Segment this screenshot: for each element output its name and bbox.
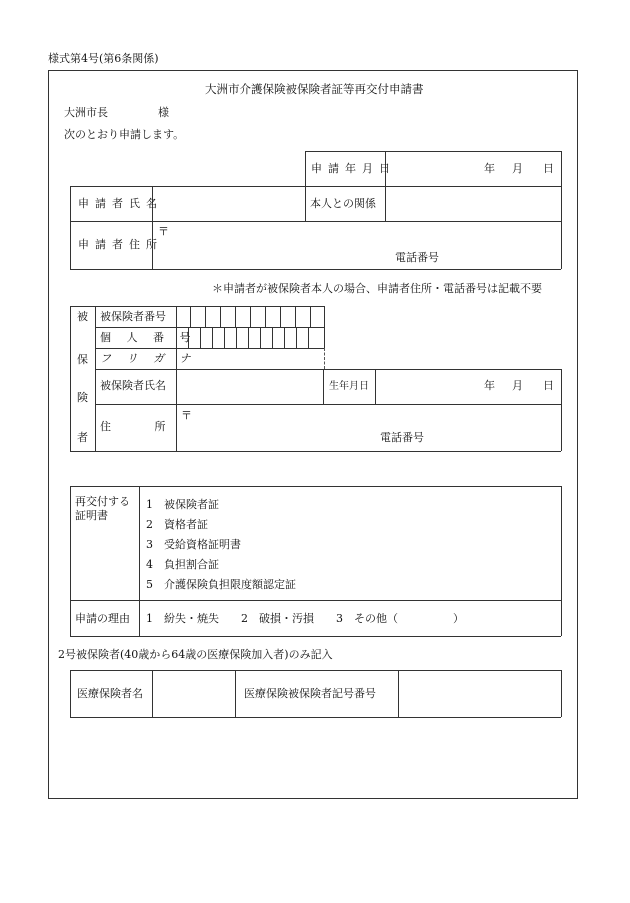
date-month-unit: 月 (512, 162, 523, 175)
birth-year-unit: 年 (484, 379, 495, 392)
applicant-name-label: 申請者氏名 (78, 197, 163, 210)
reissue-option-1[interactable]: 1 被保険者証 (146, 498, 219, 511)
honorific: 様 (158, 106, 169, 119)
addressee: 大洲市長 (64, 106, 108, 119)
reissue-option-4[interactable]: 4 負担割合証 (146, 558, 219, 571)
furigana-field[interactable] (178, 349, 322, 368)
birth-date-label: 生年月日 (329, 381, 369, 392)
insured-side-char-2: 保 (77, 353, 88, 366)
applicant-phone-label: 電話番号 (395, 251, 439, 264)
applicant-note: ＊申請者が被保険者本人の場合、申請者住所・電話番号は記載不要 (212, 282, 542, 295)
form-title: 大洲市介護保険被保険者証等再交付申請書 (205, 82, 424, 96)
relation-label: 本人との関係 (310, 197, 376, 210)
insured-address-field[interactable] (178, 406, 559, 449)
furigana-label: フ リ ガ ナ (100, 352, 197, 365)
applicant-postal-mark: 〒 (158, 225, 169, 238)
medical-number-field[interactable] (401, 673, 558, 714)
insured-address-label: 住 所 (100, 420, 166, 433)
insured-name-label: 被保険者氏名 (100, 379, 166, 392)
birth-date-field[interactable] (377, 371, 559, 402)
personal-number-label: 個 人 番 号 (100, 331, 197, 344)
insured-number-label: 被保険者番号 (100, 310, 166, 323)
relation-field[interactable] (389, 189, 557, 218)
birth-month-unit: 月 (512, 379, 523, 392)
date-year-unit: 年 (484, 162, 495, 175)
intro-text: 次のとおり申請します。 (64, 128, 185, 141)
reissue-option-2[interactable]: 2 資格者証 (146, 518, 208, 531)
birth-day-unit: 日 (543, 379, 554, 392)
date-day-unit: 日 (543, 162, 554, 175)
reason-options[interactable]: 1 紛失・焼失 2 破損・汚損 3 その他（ ） (146, 612, 464, 625)
secondary-insured-note: 2号被保険者(40歳から64歳の医療保険加入者)のみ記入 (58, 648, 333, 661)
reissue-option-5[interactable]: 5 介護保険負担限度額認定証 (146, 578, 296, 591)
reissue-label-line1: 再交付する (75, 495, 130, 508)
reissue-label-line2: 証明書 (75, 509, 108, 522)
personal-number-boxes[interactable] (178, 328, 322, 347)
medical-insurer-label: 医療保険者名 (77, 687, 143, 700)
insured-side-char-1: 被 (77, 310, 88, 323)
form-number: 様式第4号(第6条関係) (48, 52, 159, 65)
medical-insurer-field[interactable] (155, 673, 232, 714)
applicant-address-label: 申請者住所 (78, 238, 163, 251)
insured-postal-mark: 〒 (181, 409, 192, 422)
applicant-name-field[interactable] (156, 189, 302, 218)
insured-phone-label: 電話番号 (380, 431, 424, 444)
medical-number-label: 医療保険被保険者記号番号 (244, 687, 376, 700)
reissue-option-3[interactable]: 3 受給資格証明書 (146, 538, 241, 551)
insured-side-char-3: 険 (77, 391, 88, 404)
date-label: 申請年月日 (311, 162, 396, 175)
insured-side-char-4: 者 (77, 431, 88, 444)
applicant-address-field[interactable] (156, 224, 558, 266)
insured-number-boxes[interactable] (178, 307, 322, 326)
insured-name-field[interactable] (178, 371, 321, 402)
reason-label: 申請の理由 (75, 612, 130, 625)
